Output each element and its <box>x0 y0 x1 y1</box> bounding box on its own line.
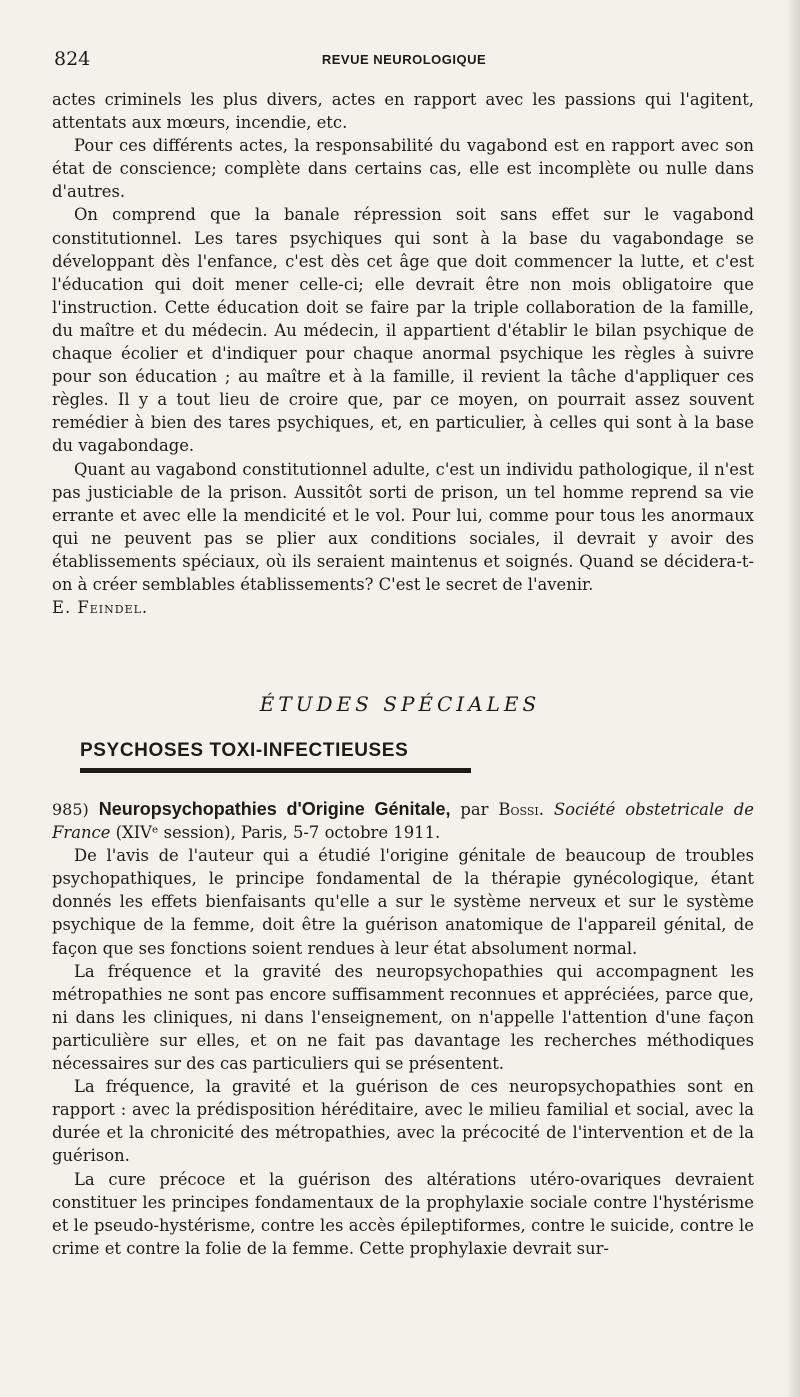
entry-session: (XIVᵉ session), Paris, 5-7 octobre 1911. <box>115 823 441 843</box>
author-signature: E. Feindel. <box>52 598 149 618</box>
page-header <box>54 48 754 72</box>
entry-venue: Société obstetricale de France <box>52 800 754 843</box>
article-body-top <box>52 88 754 619</box>
entry-number: 985) <box>52 800 89 819</box>
paragraph: De l'avis de l'auteur qui a étudié l'origine génitale de beaucoup de troubles psychopathiques, le principe fondamental de la thérapie gynécologique, étant donnés les effets bienfaisants qu'elle a sur le système nerveux et sur le système psychique de la femme, doit être la guérison anatomique de l'appareil génital, de façon que ses fonctions soient rendues à leur état absolument normal. <box>52 846 754 958</box>
article-body-bottom <box>52 798 754 1260</box>
subsection-rule <box>80 768 471 773</box>
paragraph: Quant au vagabond constitutionnel adulte, c'est un individu pathologique, il n'est pas justiciable de la prison. Aussitôt sorti de prison, un tel homme reprend sa vie errante et avec elle la mendicité et le vol. Pour lui, comme pour tous les anormaux qui ne peuvent pas se plier aux conditions sociales, il devrait y avoir des établissements spéciaux, où ils seraient maintenus et soignés. Quand se décidera-t-on à créer semblables établissements? C'est le secret de l'avenir. <box>52 459 754 594</box>
entry-author-prefix: par <box>460 800 489 819</box>
page-number: 824 <box>54 48 91 70</box>
paragraph: On comprend que la banale répression soit sans effet sur le vagabond constitutionnel. Les tares psychiques qui sont à la base du vagabondage se développant dès l'enfance, c'est dès cet âge que doit commencer la lutte, et c'est l'éducation qui doit mener celle-ci; elle devrait être non mois obligatoire que l'instruction. Cette éducation doit se faire par la triple collaboration de la famille, du maître et du médecin. Au médecin, il appartient d'établir le bilan psychique de chaque écolier et d'indiquer pour chaque anormal psychique les règles à suivre pour son éducation ; au maître et à la famille, il revient la tâche d'appliquer ces règles. Il y a tout lieu de croire que, par ce moyen, on pourrait assez souvent remédier à bien des tares psychiques, et, en particulier, à celles qui sont à la base du vagabondage. <box>52 205 754 456</box>
entry-author: Bossi. <box>498 800 544 819</box>
paragraph: La fréquence, la gravité et la guérison de ces neuropsychopathies sont en rapport : avec la prédisposition héréditaire, avec le milieu familial et social, avec la durée et la chronicité des métropathies, avec la précocité de l'intervention et de la guérison. <box>52 1077 754 1166</box>
paragraph: Pour ces différents actes, la responsabilité du vagabond est en rapport avec son état de conscience; complète dans certains cas, elle est incomplète ou nulle dans d'autres. <box>52 136 754 202</box>
running-title: REVUE NEUROLOGIQUE <box>321 52 487 67</box>
paragraph: La cure précoce et la guérison des altérations utéro-ovariques devraient constituer les principes fondamentaux de la prophylaxie sociale contre l'hystérisme et le pseudo-hystérisme, contre les accès épileptiformes, contre le suicide, contre le crime et contre la folie de la femme. Cette prophylaxie devrait sur- <box>52 1169 754 1258</box>
entry-heading <box>52 798 754 844</box>
subsection-title: PSYCHOSES TOXI-INFECTIEUSES <box>80 740 409 761</box>
section-title: ÉTUDES SPÉCIALES <box>259 692 541 716</box>
paragraph: actes criminels les plus divers, actes en rapport avec les passions qui l'agitent, attentats aux mœurs, incendie, etc. <box>52 90 754 133</box>
entry-title: Neuropsychopathies d'Origine Génitale, <box>98 799 451 819</box>
paragraph: La fréquence et la gravité des neuropsychopathies qui accompagnent les métropathies ne sont pas encore suffisamment reconnues et appréciées, parce que, ni dans les cliniques, ni dans l'enseignement, on n'appelle l'attention d'une façon particulière sur elles, et on ne fait pas davantage les recherches méthodiques nécessaires sur des cas particuliers qui se présentent. <box>52 961 754 1074</box>
